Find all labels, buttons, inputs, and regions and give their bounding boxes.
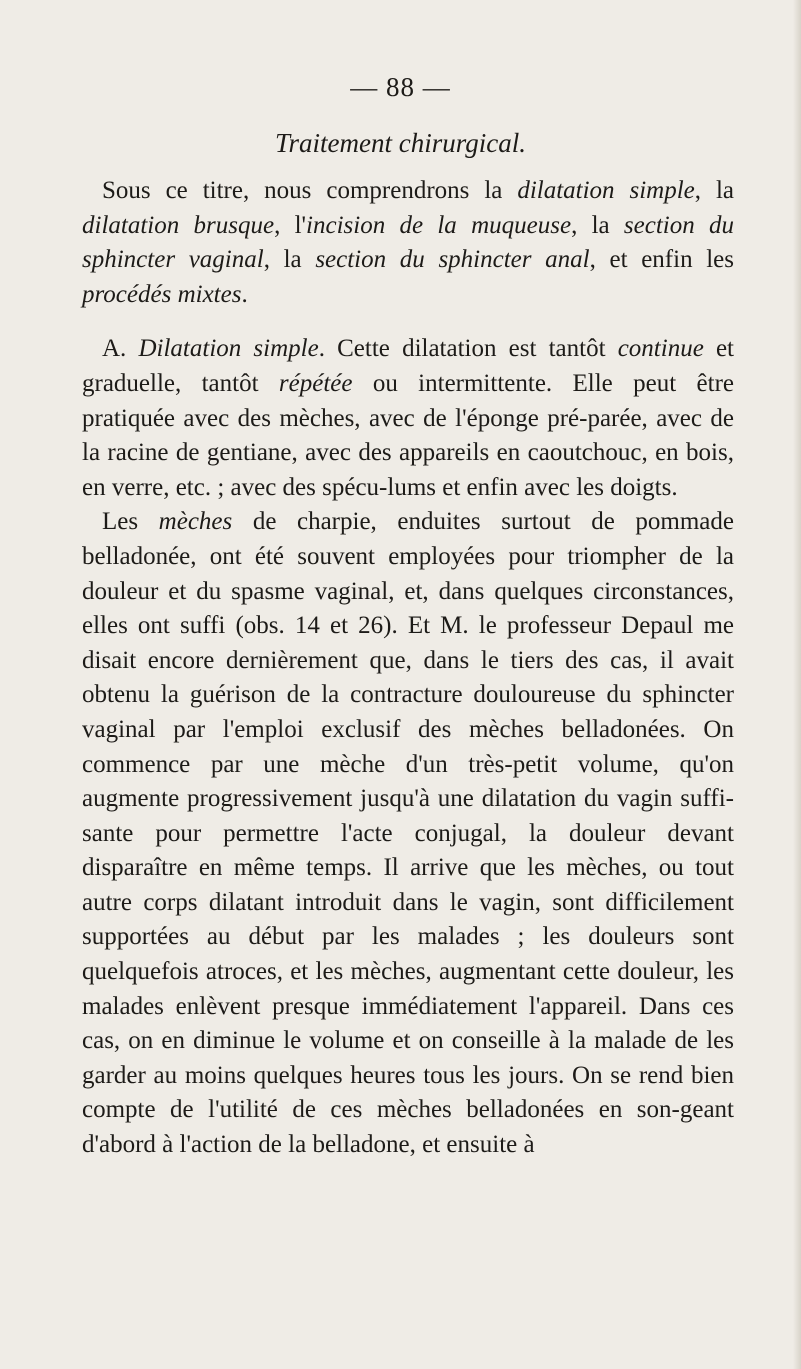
paragraph-text: et graduelle, tantôt [82,335,735,397]
intro-text: Sous ce titre, nous comprendrons la [102,177,518,204]
page-body [82,174,734,1163]
term-procedes-mixtes: procédés mixtes [82,280,242,308]
intro-text: , la [263,246,316,274]
term-dilatation-brusque: dilatation brusque [82,211,275,239]
intro-text: , la [694,177,735,204]
intro-text: , l' [274,211,307,239]
term-incision: incision de la muqueuse [306,211,572,239]
paragraph-text: . Cette dilatation est tantôt [318,335,618,363]
term-dilatation-simple: dilatation simple [517,177,695,204]
intro-text: , la [571,211,624,239]
paragraph-text: de charpie, enduites surtout de pommade belladonée, ont été souvent employées pour triompher de la douleur et du spasme vaginal, et, dans quelques circonstances, elles ont suffi (obs. 14 et 26). Et M. le professeur Depaul me disait encore dernièrement que, dans le tiers des cas, il avait obtenu la guérison de la contracture douloureuse du sphincter vaginal par l'emploi exclusif des mèches belladonées. On commence par une mèche d'un très-petit volume, qu'on augmente progressivement jusqu'à une dilatation du vagin suffi-sante pour permettre l'acte conjugal, la douleur devant disparaître en même temps. Il arrive que les mèches, ou tout autre corps dilatant introduit dans le vagin, sont difficilement supportées au début par les malades ; les douleurs sont quelquefois atroces, et les mèches, augmentant cette douleur, les malades enlèvent presque immédiatement l'appareil. Dans ces cas, on en diminue le volume et on conseille à la malade de les garder au moins quelques heures tous les jours. On se rend bien compte de l'utilité de ces mèches belladonées en son-geant d'abord à l'action de la belladone, et ensuite à [82,508,734,1159]
subsection-heading: Dilatation simple [138,335,319,363]
dilatation-paragraph [82,332,734,505]
section-title: Traitement chirurgical. [275,128,526,158]
term-sphincter-anal: section du sphincter anal [315,246,590,274]
term-meches: mèches [158,508,233,536]
term-continue: continue [617,335,704,363]
page-edge-shadow [793,0,801,1369]
intro-text: , et enfin les [589,246,734,274]
meches-paragraph [82,505,734,1162]
term-sphincter-vaginal: section du sphincter vaginal [82,211,734,274]
subsection-label: A. [102,335,139,363]
intro-paragraph [82,174,734,312]
paragraph-text: Les [102,508,159,536]
page-number: — 88 — [350,72,451,102]
term-repetee: répétée [278,369,353,397]
paragraph-text: ou intermittente. Elle peut être pratiquée avec des mèches, avec de l'éponge pré-parée, avec de la racine de gentiane, avec des appareils en caoutchouc, en bois, en verre, etc. ; avec des spécu-lums et enfin avec les doigts. [82,369,734,501]
intro-text: . [241,280,248,308]
